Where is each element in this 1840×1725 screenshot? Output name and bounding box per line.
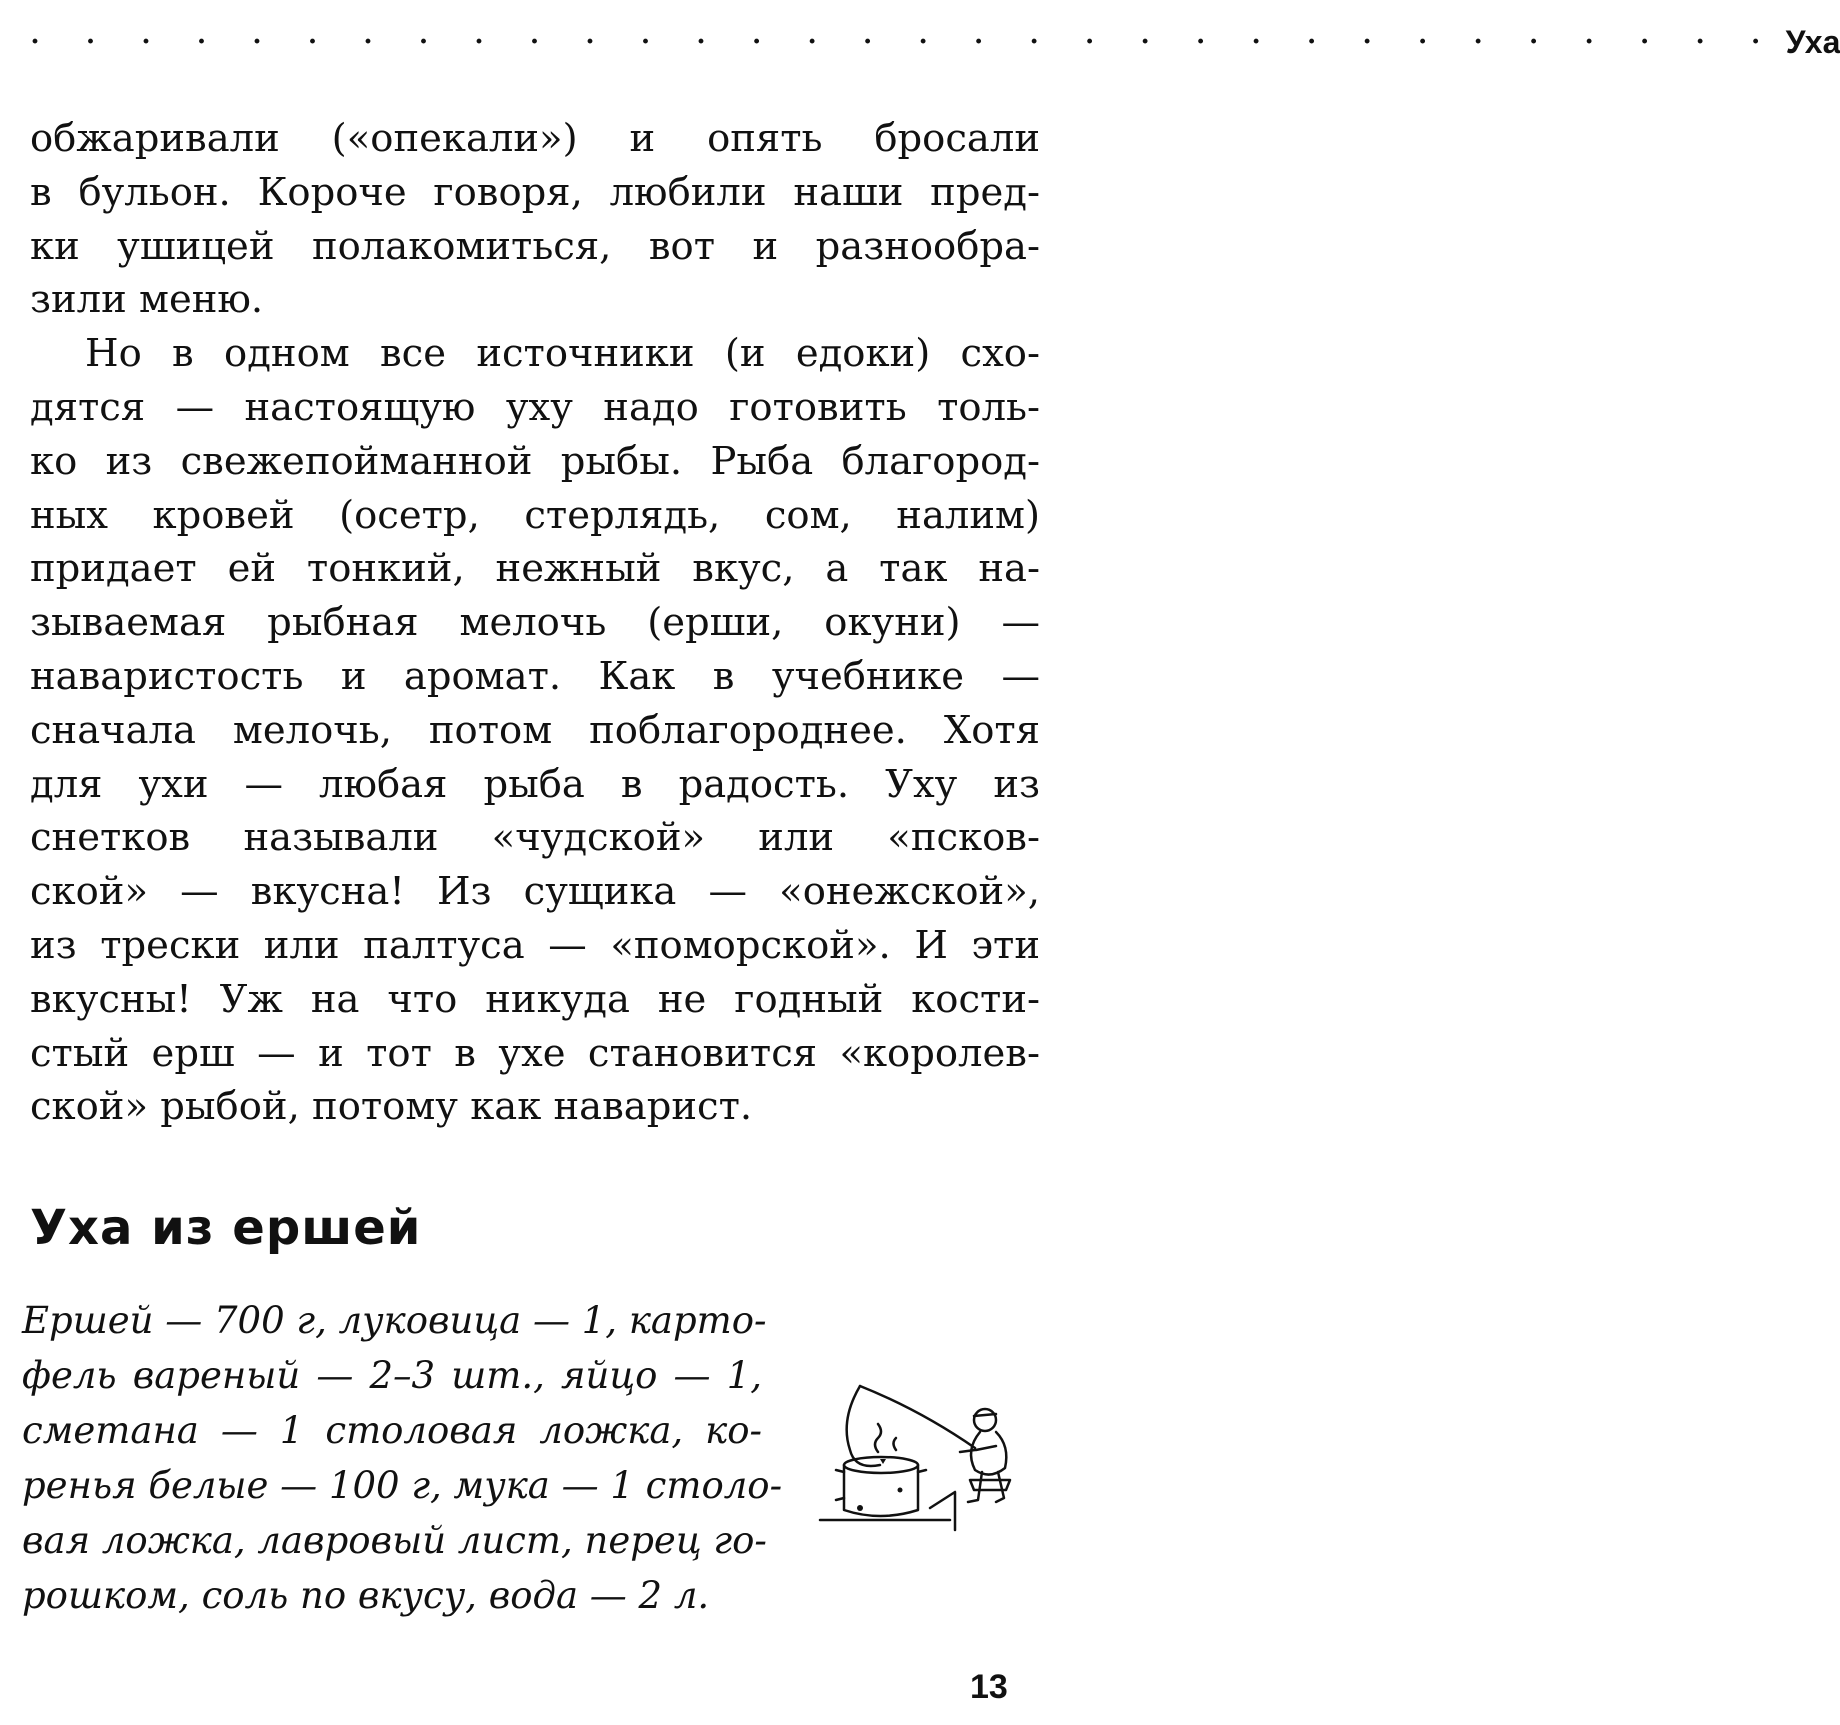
text-line: ко из свежепойманной рыбы. Рыба благород- — [30, 438, 1040, 484]
text-line: ской» рыбой, потому как наварист. — [30, 1084, 753, 1130]
text-line-indented — [30, 327, 1040, 381]
text-line: Но в одном все источники (и едоки) схо- — [85, 331, 1040, 377]
fisherman-illustration — [800, 1380, 1030, 1540]
ingredients-line: ренья белые — 100 г, мука — 1 столо- — [22, 1464, 783, 1507]
ingredients-line: фель вареный — 2–3 шт., яйцо — 1, — [22, 1354, 762, 1397]
header-chapter-title: Уха — [1785, 23, 1840, 60]
ingredients-line: сметана — 1 столовая ложка, ко- — [22, 1409, 762, 1452]
text-line: зили меню. — [30, 277, 264, 323]
section-title: Уха из ершей — [30, 1200, 422, 1256]
text-line: ской» — вкусна! Из сущика — «онежской», — [30, 869, 1040, 915]
body-text — [30, 112, 1040, 1134]
text-line: дятся — настоящую уху надо готовить толь- — [30, 384, 1040, 430]
ingredients-line: вая ложка, лавровый лист, перец го- — [22, 1519, 767, 1562]
text-line: ки ушицей полакомиться, вот и разнообра- — [30, 223, 1040, 269]
text-line: стый ерш — и тот в ухе становится «королев- — [30, 1030, 1040, 1076]
text-line: в бульон. Короче говоря, любили наши пред- — [30, 169, 1040, 215]
ingredients-line: Ершей — 700 г, луковица — 1, карто- — [22, 1299, 767, 1342]
text-line: для ухи — любая рыба в радость. Уху из — [30, 761, 1040, 807]
text-line: из трески или палтуса — «поморской». И эти — [30, 922, 1040, 968]
text-line: снетков называли «чудской» или «псков- — [30, 815, 1040, 861]
header-dot-leader: · · · · · · · · · · · · · · · · · · · · · · · · · · · · · · · · — [30, 25, 1780, 58]
text-line: наваристость и аромат. Как в учебнике — — [30, 653, 1040, 699]
text-line: вкусны! Уж на что никуда не годный кости- — [30, 976, 1040, 1022]
text-line: обжаривали («опекали») и опять бросали — [30, 116, 1040, 161]
ingredients-line: рошком, соль по вкусу, вода — 2 л. — [22, 1574, 710, 1617]
text-line: придает ей тонкий, нежный вкус, а так на- — [30, 546, 1040, 592]
text-line: зываемая рыбная мелочь (ерши, окуни) — — [30, 600, 1040, 646]
text-line: сначала мелочь, потом поблагороднее. Хотя — [30, 707, 1040, 753]
running-header — [30, 22, 1840, 62]
text-line: ных кровей (осетр, стерлядь, сом, налим) — [30, 492, 1040, 538]
page-number: 13 — [970, 1668, 1008, 1706]
ingredients-list — [22, 1293, 783, 1623]
